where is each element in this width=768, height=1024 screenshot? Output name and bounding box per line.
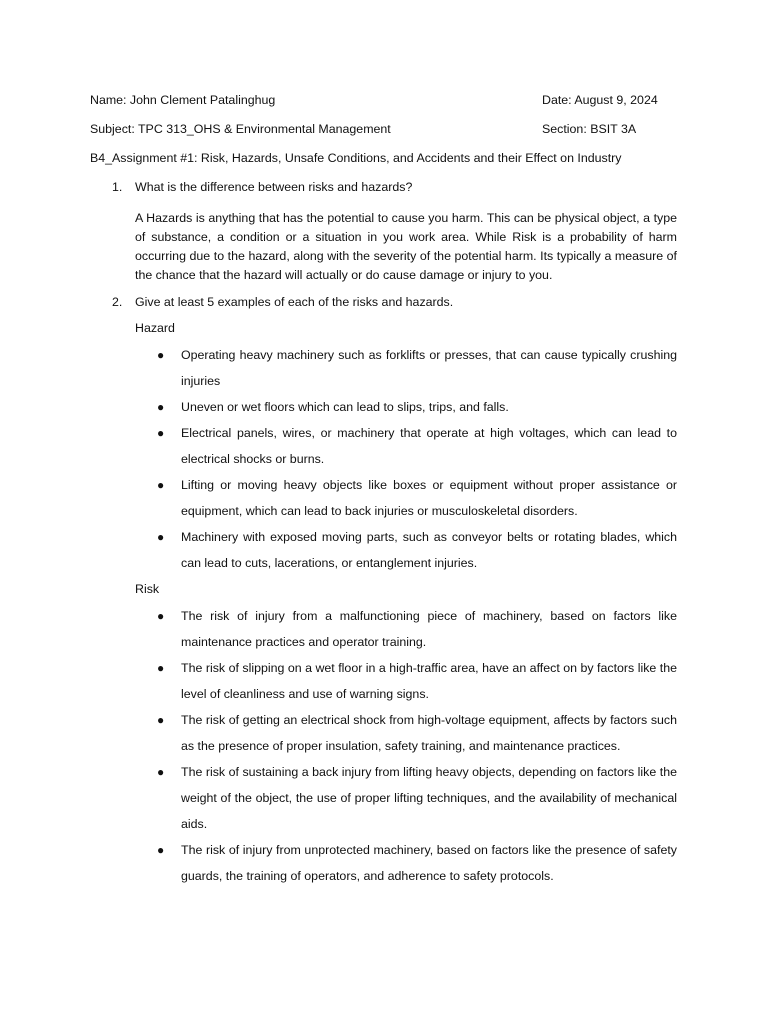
section: Section: BSIT 3A — [542, 122, 637, 136]
date: Date: August 9, 2024 — [542, 93, 658, 107]
bullet-icon: ● — [157, 713, 165, 727]
list-item — [155, 472, 677, 524]
list-item-text: Uneven or wet floors which can lead to slips, trips, and falls. — [181, 400, 509, 414]
header-row-subject-section — [90, 122, 680, 140]
list-item-text: The risk of getting an electrical shock from high-voltage equipment, affects by factors such as the presence of proper insulation, safety training, and maintenance practices. — [181, 713, 677, 753]
question-number: 2. — [112, 295, 123, 309]
answer-1: A Hazards is anything that has the potential to cause you harm. This can be physical object, a type of substance, a condition or a situation in you work area. While Risk is a probability of harm occurring due to the hazard, along with the severity of the potential harm. Its typically a measure of the chance that the hazard will actually or do cause damage or injury to you. — [135, 211, 677, 282]
list-item — [155, 342, 677, 394]
bullet-icon: ● — [157, 609, 165, 623]
question-text: What is the difference between risks and hazards? — [135, 180, 413, 194]
list-item — [155, 420, 677, 472]
student-name: Name: John Clement Patalinghug — [90, 93, 276, 107]
list-item-text: The risk of injury from unprotected machinery, based on factors like the presence of safety guards, the training of operators, and adherence to safety protocols. — [181, 843, 677, 883]
question-text: Give at least 5 examples of each of the risks and hazards. — [135, 295, 454, 309]
list-item-text: Machinery with exposed moving parts, such as conveyor belts or rotating blades, which can lead to cuts, lacerations, or entanglement injuries. — [181, 530, 677, 570]
question-number: 1. — [112, 180, 123, 194]
bullet-icon: ● — [157, 348, 165, 362]
risk-list — [155, 603, 677, 889]
bullet-icon: ● — [157, 843, 165, 857]
bullet-icon: ● — [157, 400, 165, 414]
list-item — [155, 837, 677, 889]
list-item — [155, 655, 677, 707]
list-item — [155, 707, 677, 759]
list-item-text: Operating heavy machinery such as forklifts or presses, that can cause typically crushing injuries — [181, 348, 677, 388]
list-item-text: The risk of injury from a malfunctioning piece of machinery, based on factors like maintenance practices and operator training. — [181, 609, 677, 649]
hazard-label: Hazard — [135, 321, 175, 335]
bullet-icon: ● — [157, 426, 165, 440]
header-row-name-date — [90, 93, 680, 111]
list-item-text: Lifting or moving heavy objects like boxes or equipment without proper assistance or equipment, which can lead to back injuries or musculoskeletal disorders. — [181, 478, 677, 518]
hazard-list — [155, 342, 677, 576]
subject: Subject: TPC 313_OHS & Environmental Management — [90, 122, 391, 136]
list-item — [155, 759, 677, 837]
bullet-icon: ● — [157, 765, 165, 779]
list-item-text: The risk of slipping on a wet floor in a high-traffic area, have an affect on by factors like the level of cleanliness and use of warning signs. — [181, 661, 677, 701]
risk-label: Risk — [135, 582, 160, 596]
list-item-text: The risk of sustaining a back injury from lifting heavy objects, depending on factors like the weight of the object, the use of proper lifting techniques, and the availability of mechanical aids. — [181, 765, 677, 831]
list-item — [155, 394, 677, 420]
bullet-icon: ● — [157, 530, 165, 544]
bullet-icon: ● — [157, 478, 165, 492]
bullet-icon: ● — [157, 661, 165, 675]
assignment-title: B4_Assignment #1: Risk, Hazards, Unsafe Conditions, and Accidents and their Effect on Industry — [90, 151, 622, 165]
list-item — [155, 524, 677, 576]
list-item — [155, 603, 677, 655]
list-item-text: Electrical panels, wires, or machinery that operate at high voltages, which can lead to electrical shocks or burns. — [181, 426, 677, 466]
